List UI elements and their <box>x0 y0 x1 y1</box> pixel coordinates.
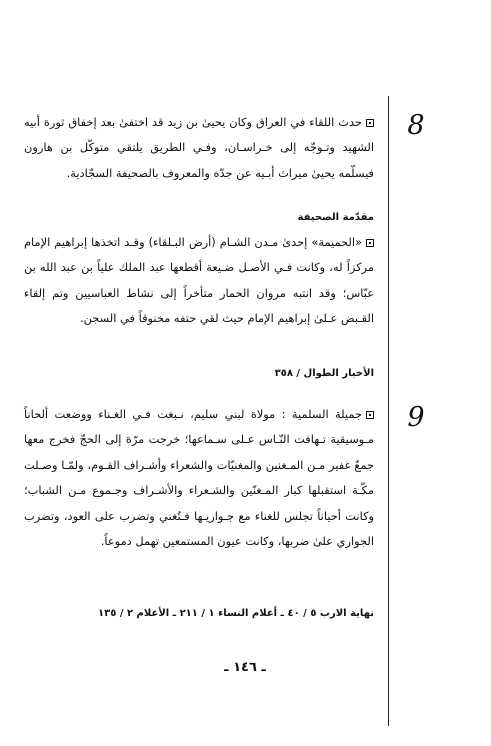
note-number: 9 <box>407 402 425 433</box>
note-paragraph: «الحميمة» إحدىٰ مـدن الشـام (أرض البـلقاء) وقـد اتخذها إبراهيم الإمام مركزاً له، وكانت فـي الأصـل ضـيعة أقطعها عبد الملك علياً بن عبد الله بن عبّاس؛ وقد انتبه مروان الحمار متأخراً إلى نشاط العباسيين وتم إلقاء القـبض عـلىٰ إبراهيم الإمام حيث لقي حتفه مخنوقاً في السجن. <box>24 235 374 326</box>
note-number: 8 <box>407 110 425 141</box>
square-bullet-icon <box>366 119 374 127</box>
margin-rule <box>388 96 389 726</box>
square-bullet-icon <box>366 239 374 247</box>
source-citation: الأخبار الطوال / ٣٥٨ <box>274 368 374 379</box>
square-bullet-icon <box>366 411 374 419</box>
source-citation: مقدّمة الصحيفة <box>297 212 374 223</box>
note-paragraph: حدث اللقاء في العراق وكان يحيىٰ بن زيد قد اختفىٰ بعد إخفاق ثورة أبيه الشهيد وتـوجّه إلى خـراسـان، وفـي الطريق يلتقي متوكّل بن هارون فيسلّمه يحيىٰ ميراث أبـيه عن جدّه والمعروف بالصحيفة السجّادية. <box>24 115 374 180</box>
source-citation: نهاية الارب ٥ / ٤٠ ـ أعلام النساء ١ / ٢١١ ـ الأعلام ٢ / ١٣٥ <box>98 608 374 619</box>
note-paragraph: جميلة السلمية : مولاة لبني سليم، نـبغت فـي الغـناء ووضعت ألحاناً مـوسيقية تـهافت النّـاس عـلى سـماعها؛ خرجت مرّة إلى الحجّ فخرج معها جمعٌ غفير مـن المـغنين والمغنيّات والشعراء وأشـراف القـوم، ولمّـا وصـلت مكّـة استقبلها كبار المـغنّين والشـعراء والأشـراف وجـموع مـن الشباب؛ وكانت أحياناً تجلس للغناء مع جـواريـها فـتُغني وتضرب على العود، وتضرب الجواري علىٰ ضربها، وكانت عيون المستمعين تهمل دموعاً. <box>24 407 374 549</box>
page-number: ـ ١٤٦ ـ <box>224 660 266 675</box>
